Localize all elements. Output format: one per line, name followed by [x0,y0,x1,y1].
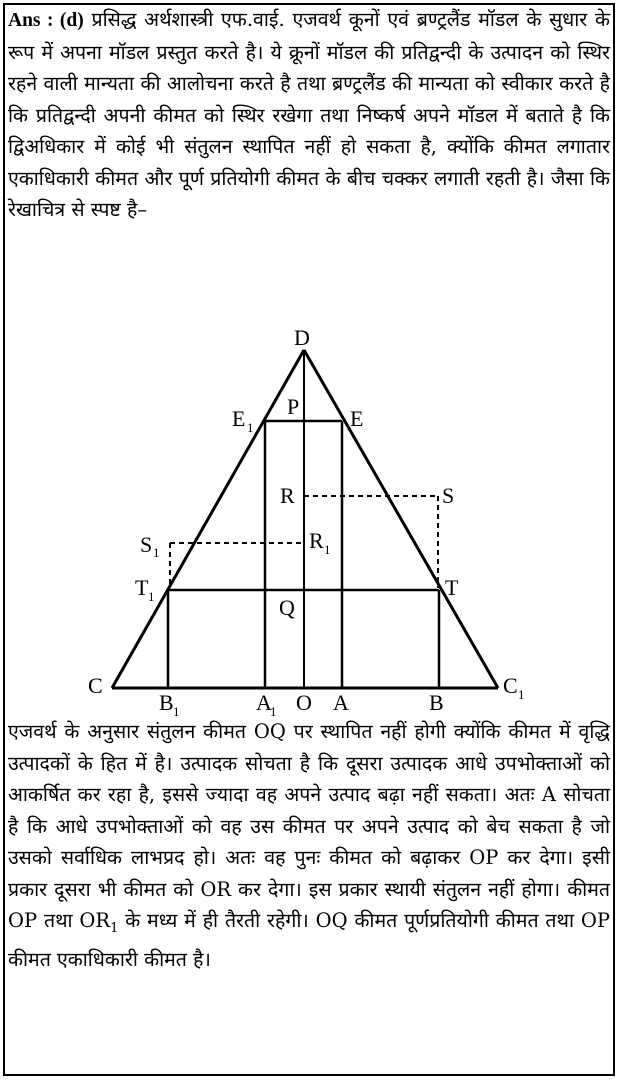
label-b1: B [159,690,174,715]
label-a1: A [256,690,272,715]
label-c: C [88,673,103,698]
label-p: P [287,394,300,419]
demand-line-left [112,350,304,688]
label-s1: S [140,532,153,557]
label-s1-sub: 1 [153,545,160,560]
label-o: O [296,690,312,715]
label-d: D [294,325,310,350]
conclusion-text-end: के मध्य में ही तैरती रहेगी। OQ कीमत पूर्णप्रतियोगी कीमत तथा OP कीमत एकाधिकारी कीमत है। [8,909,610,972]
label-a: A [333,690,349,715]
label-q: Q [279,595,295,620]
conclusion-subscript: 1 [110,920,119,936]
conclusion-text: एजवर्थ के अनुसार संतुलन कीमत OQ पर स्थापित नहीं होगी क्योंकि कीमत में वृद्धि उत्पादकों के हित में है। उत्पादक सोचता है कि दूसरा उत्पादक आधे उपभोक्ताओं को आकर्षित कर रहा है, इससे ज्यादा वह अपने उत्पाद बढ़ा नहीं सकता। अतः A सोचता है कि आधे उपभोक्ताओं को वह उस कीमत पर अपने उत्पाद को बेच सकता है जो उसको सर्वाधिक लाभप्रद हो। अतः वह पुनः कीमत को बढ़ाकर OP कर देगा। इसी प्रकार दूसरा भी कीमत को OR कर देगा। इस प्रकार स्थायी संतुलन नहीं होगा। कीमत OP तथा OR [8,720,610,932]
label-a1-sub: 1 [270,704,277,719]
label-s: S [442,483,455,508]
label-e: E [350,406,364,431]
label-r: R [280,483,295,508]
answer-conclusion [8,716,610,976]
intro-text: प्रसिद्ध अर्थशास्त्री एफ.वाई. एजवर्थ कूनों एवं ब्रण्ट्रलैंड मॉडल के सुधार के रूप में अपना मॉडल प्रस्तुत करते है। ये क्रूनों मॉडल की प्रतिद्वन्दी के उत्पादन को स्थिर रहने वाली मान्यता की आलोचना करते है तथा ब्रण्ट्रलैंड की मान्यता को स्वीकार करते है कि प्रतिद्वन्दी अपनी कीमत को स्थिर रखेगा तथा निष्कर्ष अपने मॉडल में बताते है कि द्विअधिकार में कोई भी संतुलन स्थापित नहीं हो सकता है, क्योंकि कीमत लगातार एकाधिकारी कीमत और पूर्ण प्रतियोगी कीमत के बीच चक्कर लगाती रहती है। जैसा कि रेखाचित्र से स्पष्ट है– [8,8,611,221]
label-c1: C [503,673,518,698]
label-b: B [429,690,444,715]
label-b1-sub: 1 [173,704,180,719]
label-t1-sub: 1 [148,589,155,604]
label-r1-sub: 1 [324,542,331,557]
answer-label: Ans : (d) [8,10,84,31]
demand-line-right [304,350,498,688]
label-t: T [445,575,459,600]
label-e1: E [232,406,246,431]
label-e1-sub: 1 [247,420,254,435]
label-t1: T [135,575,149,600]
label-c1-sub: 1 [518,687,525,702]
label-r1: R [309,528,324,553]
